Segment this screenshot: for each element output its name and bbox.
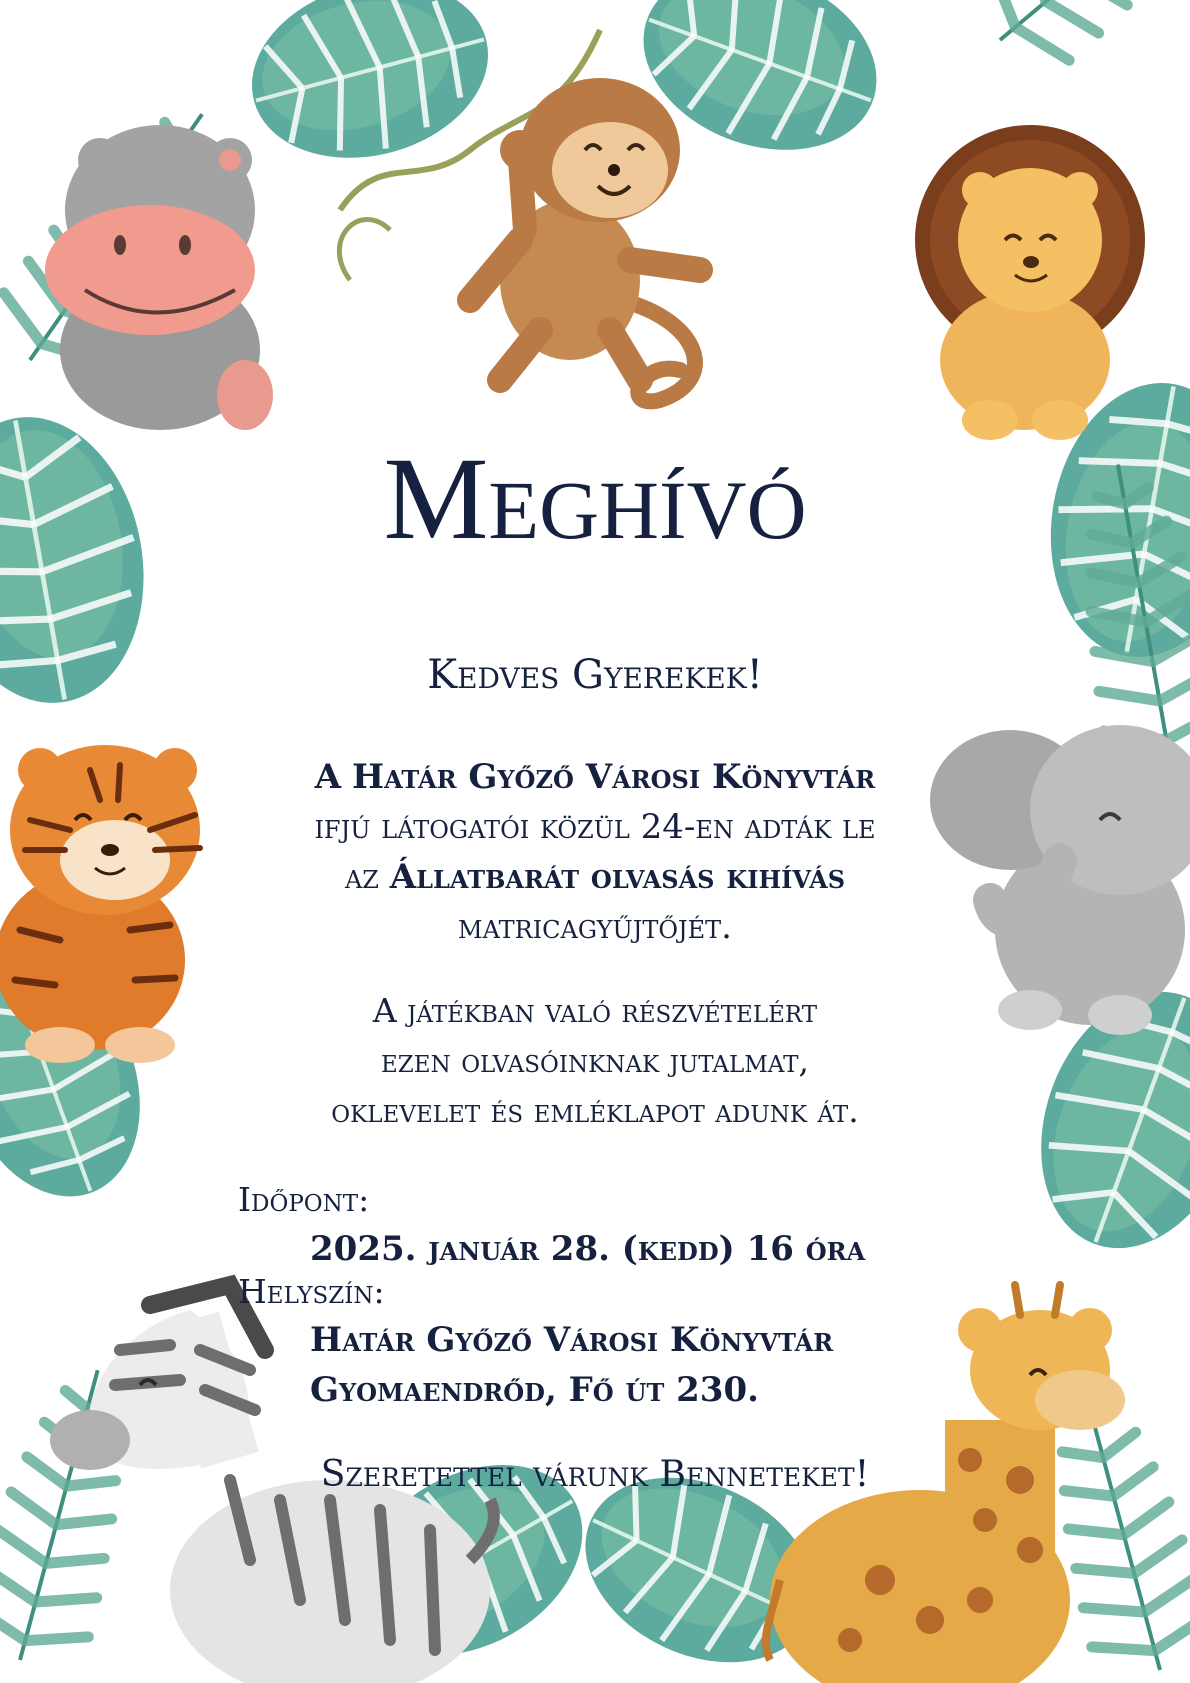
announcement-line-4: matricagyűjtőjét. xyxy=(458,907,732,947)
place-label: Helyszín: xyxy=(238,1272,385,1311)
reward-paragraph xyxy=(0,986,1190,1136)
announcement-line-3 xyxy=(0,852,1190,902)
place-line-2: Gyomaendrőd, Fő út 230. xyxy=(310,1370,759,1410)
lion-icon xyxy=(915,125,1145,440)
library-name: Határ Győző Városi Könyvtár xyxy=(351,757,876,797)
challenge-name: Állatbarát olvasás kihívás xyxy=(389,857,846,897)
announcement-line-2: ifjú látogatói közül 24-en adták le xyxy=(314,807,876,847)
reward-line-1: A játékban való részvételért xyxy=(372,991,818,1030)
closing-line: Szeretettel várunk Benneteket! xyxy=(320,1454,870,1495)
time-value: 2025. január 28. (kedd) 16 óra xyxy=(310,1229,866,1269)
announcement-paragraph xyxy=(0,752,1190,952)
article-a: A xyxy=(314,757,342,797)
reward-line-3: oklevelet és emléklapot adunk át. xyxy=(331,1091,859,1130)
article-az: az xyxy=(344,857,379,897)
place-line-1: Határ Győző Városi Könyvtár xyxy=(310,1320,834,1360)
announcement-line-1 xyxy=(0,752,1190,802)
reward-line-2: ezen olvasóinknak jutalmat, xyxy=(381,1041,809,1080)
time-label: Időpont: xyxy=(238,1180,370,1219)
page-title: Meghívó xyxy=(383,433,807,564)
greeting: Kedves Gyerekek! xyxy=(427,652,763,698)
hippo-icon xyxy=(45,125,273,430)
